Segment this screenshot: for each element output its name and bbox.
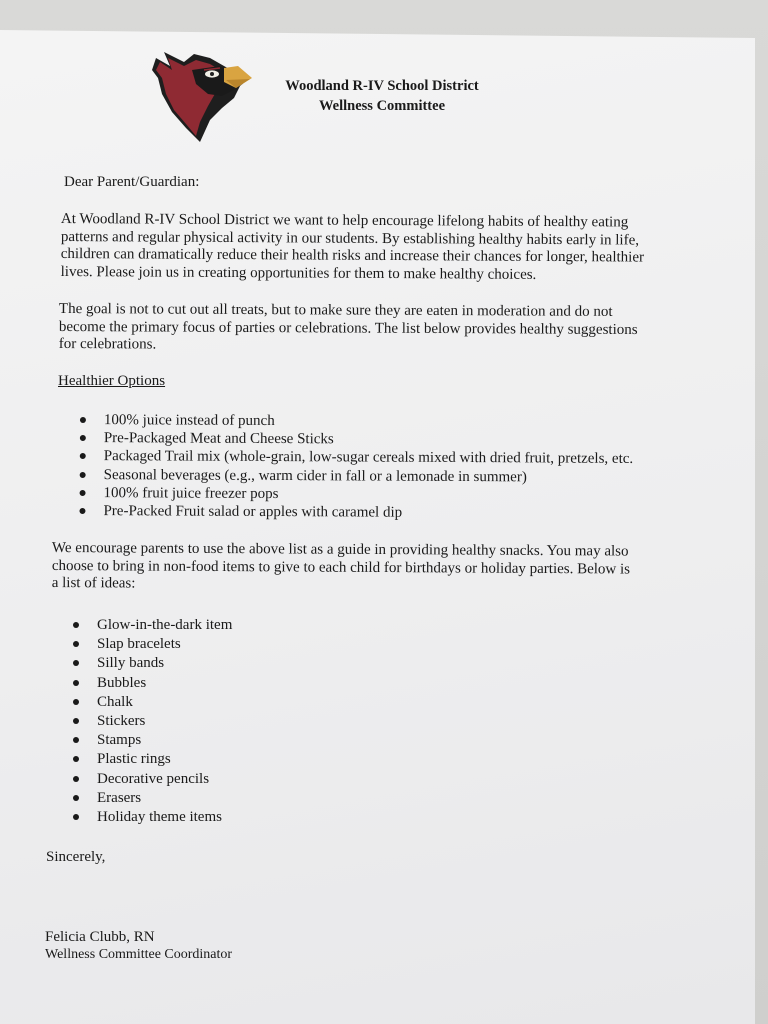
list-item: Decorative pencils bbox=[73, 770, 232, 789]
list-item: Glow-in-the-dark item bbox=[73, 616, 232, 635]
paragraph-line: children can dramatically reduce their health risks and increase their chances for longer, healthier bbox=[60, 245, 645, 266]
list-item: Stickers bbox=[73, 712, 232, 731]
list-item: 100% juice instead of punch bbox=[80, 411, 634, 432]
paragraph-line: lives. Please join us in creating opportunities for them to make healthy choices. bbox=[60, 263, 537, 283]
list-item: Chalk bbox=[73, 693, 232, 712]
organization-name: Woodland R-IV School District bbox=[285, 78, 479, 94]
paragraph-line: become the primary focus of parties or celebrations. The list below provides healthy suggestions bbox=[58, 318, 638, 338]
list-item: Slap bracelets bbox=[73, 635, 232, 654]
list-item: Packaged Trail mix (whole-grain, low-sugar cereals mixed with dried fruit, pretzels, etc. bbox=[80, 447, 634, 468]
signer-title: Wellness Committee Coordinator bbox=[45, 947, 233, 962]
letterhead bbox=[262, 76, 502, 116]
paragraph-line: for celebrations. bbox=[58, 335, 157, 353]
list-item: Seasonal beverages (e.g., warm cider in fall or a lemonade in summer) bbox=[80, 466, 634, 487]
healthier-options-heading: Healthier Options bbox=[58, 373, 166, 389]
list-item: Pre-Packaged Meat and Cheese Sticks bbox=[80, 429, 634, 450]
goal-paragraph bbox=[59, 301, 638, 357]
list-item: Bubbles bbox=[73, 674, 232, 693]
list-item: Holiday theme items bbox=[73, 808, 232, 827]
nonfood-paragraph bbox=[52, 540, 631, 596]
paragraph-line: choose to bring in non-food items to give to each child for birthdays or holiday parties. Below is bbox=[51, 557, 631, 578]
paragraph-line: We encourage parents to use the above list as a guide in providing healthy snacks. You may also bbox=[51, 540, 629, 560]
list-item: Plastic rings bbox=[73, 750, 232, 769]
healthier-options-list bbox=[79, 411, 633, 523]
intro-paragraph bbox=[61, 211, 645, 285]
list-item: Erasers bbox=[73, 789, 232, 808]
list-item: Pre-Packed Fruit salad or apples with caramel dip bbox=[79, 502, 633, 523]
paragraph-line: a list of ideas: bbox=[51, 574, 136, 592]
committee-name: Wellness Committee bbox=[318, 98, 446, 114]
paragraph-line: At Woodland R-IV School District we want to help encourage lifelong habits of healthy eating bbox=[60, 211, 629, 231]
list-item: Stamps bbox=[73, 731, 232, 750]
list-item: 100% fruit juice freezer pops bbox=[80, 484, 634, 505]
closing: Sincerely, bbox=[46, 849, 106, 865]
paragraph-line: The goal is not to cut out all treats, but to make sure they are eaten in moderation and do not bbox=[58, 301, 613, 320]
cardinal-mascot-icon bbox=[150, 48, 254, 144]
salutation: Dear Parent/Guardian: bbox=[64, 174, 200, 190]
signer-name: Felicia Clubb, RN bbox=[45, 929, 155, 945]
paragraph-line: patterns and regular physical activity in our students. By establishing healthy habits early in life, bbox=[60, 228, 640, 249]
list-item: Silly bands bbox=[73, 654, 232, 673]
nonfood-ideas-list bbox=[73, 616, 232, 827]
